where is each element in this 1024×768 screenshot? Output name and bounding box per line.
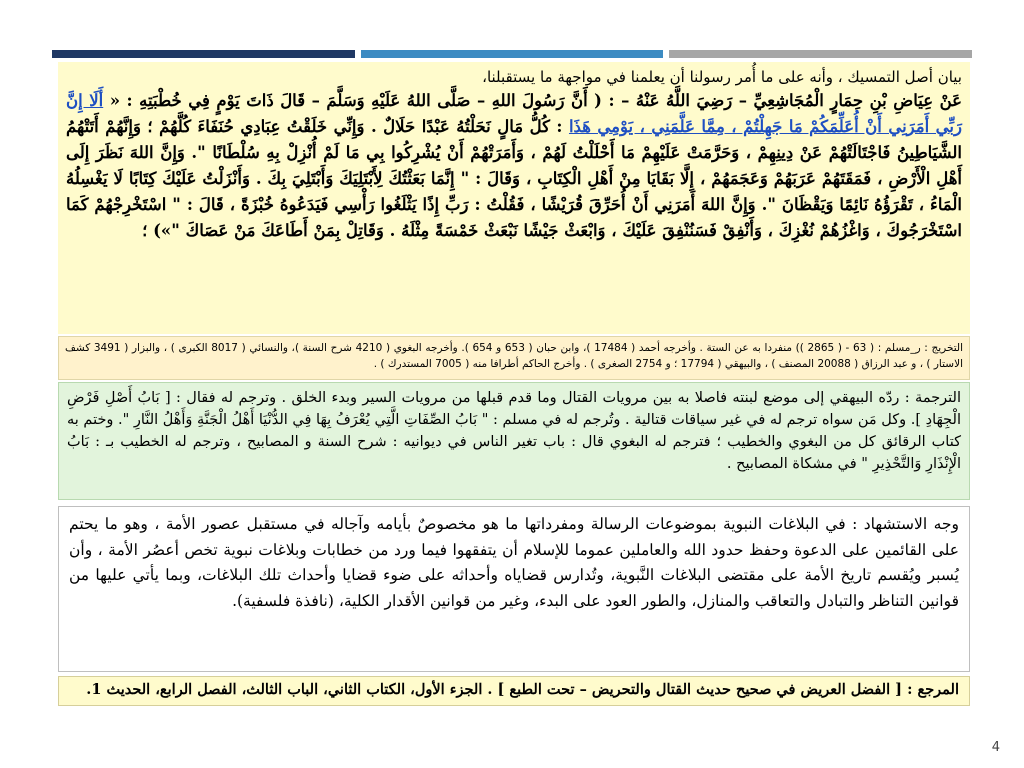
hadith-text — [66, 88, 962, 244]
header-bar-gray — [669, 50, 972, 58]
slide-number: 4 — [991, 740, 1000, 755]
takhrij-box: التخريج : ر_مسلم : ( 63 - ( 2865 )) منفردا به عن الستة . وأخرجه أحمد ( 17484 )، وابن حبان ( 653 و 654 ). وأخرجه البغوي ( 4210 شرح السنة )، والنسائي ( 8017 الكبرى ) ، والبزار ( 3491 كشف الاستار ) ، و عبد الرزاق ( 20088 المصنف ) ، والبيهقي ( 17794 ؛ و 2754 الصغرى ) . وأخرج الحاكم أطرافا منه ( 7005 المستدرك ) . — [58, 336, 970, 380]
hadith-highlighted-phrase[interactable]: أَلَا إِنَّ رَبِّي أَمَرَنِي أَنْ أُعَلِّمَكُمْ مَا جَهِلْتُمْ ، مِمَّا عَلَّمَنِي ، يَوْمِي هَذَا — [66, 91, 962, 136]
header-bar-navy — [52, 50, 355, 58]
hadith-opening: عَنْ عِيَاضِ بْنِ حِمَارٍ الْمُجَاشِعِيِّ – رَضِيَ اللَّهُ عَنْهُ – : ( أَنَّ رَسُولَ اللهِ – صَلَّى اللهُ عَلَيْهِ وَسَلَّمَ – قَالَ ذَاتَ يَوْمٍ فِي خُطْبَتِهِ : « — [103, 91, 962, 110]
tarjama-box: الترجمة : ردّه البيهقي إلى موضع لبنته فاصلا به بين مرويات القتال وما قدم قبلها من مرويات السير وبدء الخلق . وترجم له فقال : [ بَابُ أَصْلِ فَرْضِ الْجِهَادِ ]. وكل مَن سواه ترجم له في غير سياقات قتالية . وتُرجم له في مسلم : " بَابُ الصِّفَاتِ الَّتِي يُعْرَفُ بِهَا فِي الدُّنْيَا أَهْلُ الْجَنَّةِ وَأَهْلُ النَّارِ ". وختم به كتاب الرقائق كل من البغوي والخطيب ؛ فترجم له البغوي قال : باب تغير الناس في ديوانيه : شرح السنة و المصابيح ، وترجم له الخطيب بـ : بَابُ الْإِنْذَارِ وَالتَّحْذِيرِ " في مشكاة المصابيح . — [58, 382, 970, 500]
istishhad-box: وجه الاستشهاد : في البلاغات النبوية بموضوعات الرسالة ومفرداتها ما هو مخصوصٌ بأيامه وآجاله في مستقبل عصور الأمة ، وهو ما يحتم على القائمين على الدعوة وحفظ حدود الله والعاملين عموما للإسلام أن يتفقهوا فيما ورد من خطابات وبلاغات نبوية تخص أعصُر الأمة ، وأن يُسبر ويُقسم تاريخ الأمة على مقتضى البلاغات النَّبوية، وتُدارس قضاياه وأحداثه على ضوء قضايا وأحداث تلك البلاغات، وبما يأتي عليها من قوانين التناظر والتبادل والتعاقب والمنازل، والطور العود على البدء، وغير من قوانين الأقدار الكلية، (نافذة فلسفية). — [58, 506, 970, 672]
hadith-body: : كُلُّ مَالٍ نَحَلْتُهُ عَبْدًا حَلَالٌ . وَإِنِّي خَلَقْتُ عِبَادِي حُنَفَاءَ كُلَّهُمْ ؛ وَإِنَّهُمْ أَتَتْهُمُ الشَّيَاطِينُ فَاجْتَالَتْهُمْ عَنْ دِينِهِمْ ، وَحَرَّمَتْ عَلَيْهِمْ مَا أَحْلَلْتُ لَهُمْ ، وَأَمَرَتْهُمْ أَنْ يُشْرِكُوا بِي مَا لَمْ أُنْزِلْ بِهِ سُلْطَانًا ". وَإِنَّ اللهَ نَظَرَ إِلَى أَهْلِ الْأَرْضِ ، فَمَقَتَهُمْ عَرَبَهُمْ وَعَجَمَهُمْ ، إِلَّا بَقَايَا مِنْ أَهْلِ الْكِتَابِ ، وَقَالَ : " إِنَّمَا بَعَثْتُكَ لِأَبْتَلِيَكَ وَأَبْتَلِيَ بِكَ . وَأَنْزَلْتُ عَلَيْكَ كِتَابًا لَا يَغْسِلُهُ الْمَاءُ ، تَقْرَؤُهُ نَائِمًا وَيَقْظَانَ ". وَإِنَّ اللهَ أَمَرَنِي أَنْ أُحَرِّقَ قُرَيْشًا ، فَقُلْتُ : رَبِّ إِذًا يَثْلَغُوا رَأْسِي فَيَدَعُوهُ خُبْزَةً ، قَالَ : " اسْتَخْرِجْهُمْ كَمَا اسْتَخْرَجُوكَ ، وَاغْزُهُمْ نُغْزِكَ ، وَأَنْفِقْ فَسَنُنْفِقَ عَلَيْكَ ، وَابْعَثْ جَيْشًا نَبْعَثْ خَمْسَةً مِثْلَهُ . وَقَاتِلْ بِمَنْ أَطَاعَكَ مَنْ عَصَاكَ "») ؛ — [66, 117, 962, 240]
hadith-intro: بيان أصل التمسيك ، وأنه على ما أُمر رسولنا أن يعلمنا في مواجهة ما يستقبلنا، — [482, 68, 962, 86]
hadith-box — [58, 62, 970, 334]
reference-box: المرجع : [ الفضل العريض في صحيح حديث القتال والتحريض – تحت الطبع ] . الجزء الأول، الكتاب الثاني، الباب الثالث، الفصل الرابع، الحديث 1. — [58, 676, 970, 706]
header-bar-blue — [361, 50, 663, 58]
